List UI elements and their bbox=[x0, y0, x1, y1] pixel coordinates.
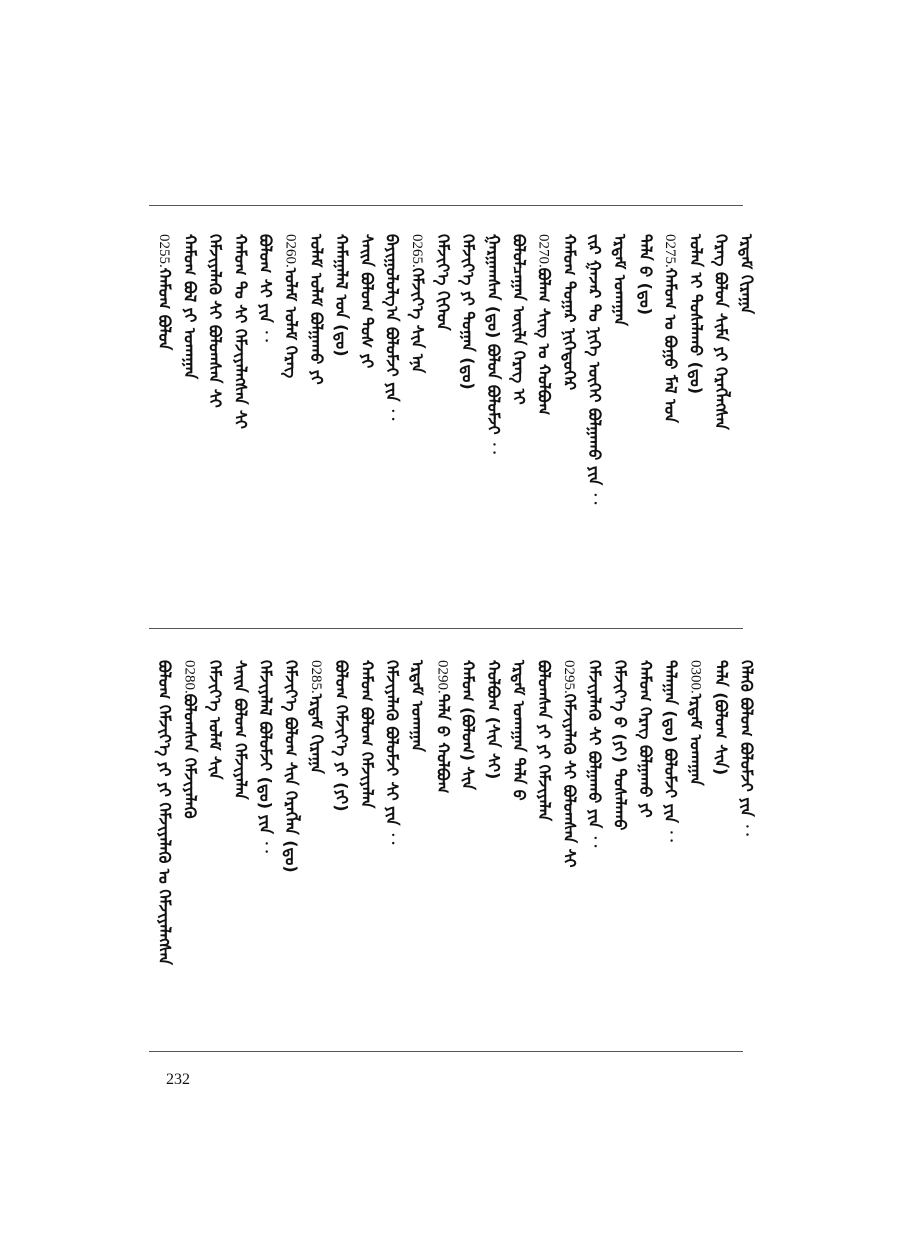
text-column bbox=[178, 660, 200, 819]
verse-line: ᠤᠯᠠᠮ ᠤᠯᠠᠮ ᠪᠣᠯᠭᠠᠬᠤ ᠶᠢ bbox=[306, 234, 326, 385]
verse-line: ᠰᠠᠢᠨ ᠪᠣᠯᠤᠭ ᠬᠡᠮᠵᠢᠶᠡᠯᠡᠨ bbox=[230, 660, 250, 800]
verse-line: ᠪᠣᠯᠤᠭᠰᠠᠨ ᠬᠡᠮᠵᠢᠶᠡᠯᠡᠬᠦ bbox=[180, 693, 200, 819]
bottom-rule bbox=[149, 1051, 743, 1052]
text-column bbox=[583, 660, 605, 850]
verse-line: ᠬᠠᠮᠤᠭ ᠪᠤᠯ ᠶᠢ ᠤᠬᠠᠭᠠᠨ bbox=[180, 234, 200, 380]
verse-line: ᠬᠠᠮᠤᠭ (ᠪᠣᠯᠤᠭ) ᠰᠢᠨ bbox=[458, 660, 478, 790]
line-number: 0260. bbox=[282, 234, 299, 268]
text-column bbox=[735, 234, 757, 314]
verse-line: ᠡᠷᠳᠡᠮ ᠤᠬᠠᠭᠠᠨ bbox=[408, 660, 428, 752]
verse-line: ᠪᠤᠯᠠᠭ ᠰᠢᠩ ᠤ ᠬᠣᠯᠪᠣᠭ bbox=[534, 267, 554, 416]
text-column bbox=[431, 234, 453, 331]
text-column bbox=[204, 660, 226, 779]
text-column bbox=[280, 234, 302, 378]
verse-line: ᠬᠡᠯᠡᠬᠦ ᠪᠣᠯᠤᠭ ᠪᠣᠯᠤᠮᠵᠢ ᠶᠢᠨ ︰ bbox=[737, 660, 756, 839]
text-column bbox=[482, 660, 504, 779]
text-column bbox=[608, 234, 630, 326]
verse-line: ᠬᠡᠮᠵᠢᠶᠡᠯᠡᠬᠦ ᠰᠢ ᠪᠣᠯᠤᠭᠰᠠᠨ ᠰᠢ bbox=[559, 693, 579, 868]
line-number: 0290. bbox=[434, 660, 451, 694]
line-number: 0280. bbox=[181, 660, 198, 694]
verse-line: ᠡᠷᠳᠡᠮ ᠤᠬᠠᠭᠠᠨ ᠲᠠᠯᠠ ᠪ bbox=[509, 660, 529, 801]
verse-line: ᠬᠡᠮᠵᠢᠶᠡᠯᠡᠬᠦ ᠪᠣᠯᠤᠮᠵᠢ ᠰᠢ ᠶᠢᠨ ︰ bbox=[382, 660, 402, 848]
verse-line: ᠲᠠᠯᠠᠭᠠᠨ (ᠳᠤ) ᠪᠣᠯᠤᠮᠵᠢ ᠶᠢᠨ ︰ bbox=[661, 660, 681, 845]
text-column bbox=[254, 234, 276, 344]
text-column bbox=[659, 660, 681, 845]
text-column bbox=[659, 234, 681, 423]
page-number: 232 bbox=[166, 1071, 190, 1088]
verse-line: ᠪᠠᠶᠢᠭᠤᠯᠤᠯᠭ᠎ᠠ ᠪᠣᠯᠤᠮᠵᠢ ᠶᠢᠨ ︰ bbox=[382, 234, 402, 424]
text-column bbox=[355, 660, 377, 808]
text-column bbox=[507, 234, 529, 405]
text-column bbox=[457, 660, 479, 790]
text-column bbox=[305, 660, 327, 774]
line-number: 0300. bbox=[687, 660, 704, 694]
text-column bbox=[533, 234, 555, 415]
line-number: 0265. bbox=[409, 234, 426, 268]
text-column bbox=[153, 660, 175, 965]
text-column bbox=[634, 660, 656, 818]
text-column bbox=[153, 234, 175, 350]
verse-line: ᠬᠣᠯᠪᠣᠭ (ᠰᠢᠨ ᠰᠢ) bbox=[483, 660, 503, 780]
verse-line: ᠲᠠᠯᠠ ᠪ (ᠳᠤ) bbox=[635, 234, 655, 316]
text-column bbox=[305, 234, 327, 385]
text-column bbox=[634, 234, 656, 315]
text-block-upper bbox=[149, 234, 756, 620]
text-column bbox=[355, 234, 377, 368]
verse-line: ᠬᠠᠮᠤᠭ ᠲᠤ ᠰᠢ ᠬᠡᠮᠵᠢᠶᠡᠯᠡᠭᠰᠡᠨ ᠰᠢ bbox=[230, 234, 250, 429]
verse-line: ᠬᠡᠮᠵᠢᠶᠡᠯᠡᠬᠦ ᠰᠢ ᠪᠣᠯᠭᠠᠬᠤ ᠶᠢᠨ ︰ bbox=[585, 660, 605, 850]
verse-line: ᠡᠷᠳᠡᠮ ᠤᠬᠠᠭᠠᠨ bbox=[610, 234, 630, 326]
text-column bbox=[684, 234, 706, 394]
verse-line: ᠣᠯᠠᠨ ᠢ ᠲᠤᠰᠠᠯᠠᠬᠤ (ᠳᠤ) bbox=[686, 234, 706, 395]
text-column bbox=[482, 234, 504, 456]
text-column bbox=[735, 660, 757, 838]
verse-line: ᠬᠡᠮᠵᠢᠶ᠎ᠡ ᠤᠯᠠᠮ ᠰᠢᠨ bbox=[205, 660, 225, 780]
text-column bbox=[457, 234, 479, 390]
verse-line: ᠪᠣᠯᠤᠭ ᠰᠢ ᠶᠢᠨ ︰ bbox=[256, 234, 276, 345]
verse-line: ᠲᠠᠯᠠ ᠪ ᠬᠣᠯᠪᠣᠭ bbox=[433, 693, 453, 794]
verse-line: ᠬᠡᠮᠵᠢᠶᠡᠯᠡᠯ ᠪᠣᠯᠤᠮᠵᠢ (ᠳᠤ) ᠶᠢᠨ ︰ bbox=[256, 660, 276, 856]
line-number: 0295. bbox=[560, 660, 577, 694]
text-column bbox=[178, 234, 200, 379]
text-column bbox=[204, 234, 226, 408]
text-block-lower bbox=[149, 660, 756, 1040]
line-number: 0255. bbox=[156, 234, 172, 268]
verse-line: ᠰᠠᠢᠨ ᠪᠤᠯᠤᠭ ᠲᠤᠰ ᠶᠢ bbox=[357, 234, 377, 369]
verse-line: ᠪᠣᠯᠤᠯᠴᠠᠭᠠᠨ ᠦᠢᠯᠡ ᠬᠡᠷᠡᠭ ᠢ bbox=[509, 234, 529, 405]
text-column bbox=[608, 660, 630, 830]
verse-line: ᠬᠡᠮᠵᠢᠶ᠎ᠡ ᠰᠢᠨ ᠡᠨᠡ bbox=[408, 267, 428, 374]
text-column bbox=[558, 660, 580, 868]
verse-line: ᠡᠷᠳᠡᠮ ᠤᠬᠠᠭᠠᠨ bbox=[686, 693, 706, 786]
text-column bbox=[406, 234, 428, 373]
verse-line: ᠬᠠᠮᠤᠭ ᠤ ᠪᠤᠭᠤ ᠮᠠᠯ ᠤᠨ bbox=[661, 267, 681, 423]
verse-line: ᠬᠠᠮᠤᠭ ᠪᠣᠯᠤᠨ bbox=[155, 267, 174, 351]
verse-line: ᠪᠣᠯᠤᠭ ᠬᠡᠮᠵᠢᠶ᠎ᠡ ᠶᠢ ᠶᠢ ᠬᠡᠮᠵᠢᠶᠡᠯᠡᠬᠦ ᠤ ᠬᠡᠮᠵᠢᠶᠡᠯᠡᠭᠰᠡᠨ bbox=[155, 660, 174, 965]
text-column bbox=[330, 234, 352, 357]
text-column bbox=[431, 660, 453, 794]
verse-line: ᠬᠠᠮᠤᠭ ᠳᠤᠭᠠᠷ ᠨᠢᠭᠡᠳᠦᠭᠡᠷ bbox=[559, 234, 579, 391]
text-column bbox=[710, 660, 732, 775]
verse-line: ᠬᠡᠮᠵᠢᠶ᠎ᠡ ᠶᠢ ᠲᠣᠭᠠᠨ (ᠳᠤ) bbox=[458, 234, 478, 390]
text-column bbox=[381, 234, 403, 423]
verse-line: ᠬᠡᠮᠵᠢᠶ᠎ᠡ ᠪ (ᠶᠢ) ᠲᠤᠰᠠᠯᠠᠬᠤ bbox=[610, 660, 630, 831]
verse-line: ᠬᠡᠮᠵᠢᠶ᠎ᠡ ᠬᠢᠭᠡᠳ bbox=[433, 234, 453, 331]
text-column bbox=[710, 234, 732, 430]
verse-line: ᠬᠠᠮᠤᠭ ᠪᠣᠯᠤᠭ ᠬᠡᠮᠵᠢᠶᠡᠯᠡᠨ bbox=[357, 660, 377, 809]
verse-line: ᠡᠷᠳᠡᠮ ᠬᠢᠷᠠᠭᠠ bbox=[306, 693, 326, 774]
text-column bbox=[254, 660, 276, 856]
line-number: 0275. bbox=[662, 234, 679, 268]
line-number: 0285. bbox=[307, 660, 324, 694]
verse-line: ᠬᠡᠮᠵᠢᠶ᠎ᠡ ᠪᠣᠯᠤᠭ ᠰᠢᠨ ᠬᠡᠷᠡᠭᠯᠡᠨ (ᠳᠤ) bbox=[281, 660, 301, 873]
top-rule bbox=[149, 205, 743, 206]
text-column bbox=[583, 234, 605, 507]
verse-line: ᠬᠡᠷᠡᠭ ᠪᠣᠯᠤᠨ ᠰᠢᠮᠡ ᠶᠢ ᠬᠡᠷᠡᠭᠯᠡᠭᠰᠡᠨ bbox=[711, 234, 731, 430]
verse-line: ᠭᠠᠷᠭᠠᠭᠰᠠᠨ (ᠳᠤ) ᠪᠣᠯᠤᠨ ᠪᠣᠯᠤᠮᠵᠢ ︰ bbox=[483, 234, 503, 457]
verse-line: ᠪᠣᠯᠤᠭ ᠬᠡᠮᠵᠢᠶ᠎ᠡ ᠶᠢ (ᠶᠢ) bbox=[332, 660, 352, 812]
verse-line: ᠬᠠᠮᠤᠭ ᠬᠡᠷᠡᠭ ᠪᠣᠯᠭᠠᠬᠤ ᠶᠢ bbox=[635, 660, 655, 818]
text-column bbox=[684, 660, 706, 786]
text-column bbox=[381, 660, 403, 847]
verse-line: ᠲᠠᠯᠠ (ᠪᠣᠯᠤᠭ ᠰᠢᠨ) bbox=[711, 660, 731, 776]
verse-line: ᠵᠢᠷ ᠭᠠᠵᠠᠷ ᠲᠤ ᠨᠢᠭᠡ ᠦᠭᠡᠢ ᠪᠣᠯᠭᠠᠬᠤ ᠶᠢᠨ ︰ bbox=[585, 234, 605, 507]
verse-line: ᠬᠠᠮᠠᠭᠠᠯᠠᠯ ᠤᠨ (ᠳᠤ) bbox=[332, 234, 352, 357]
text-column bbox=[558, 234, 580, 390]
text-column bbox=[507, 660, 529, 801]
text-column bbox=[406, 660, 428, 752]
text-column bbox=[330, 660, 352, 812]
verse-line: ᠤᠯᠠᠮ ᠤᠯᠠᠮ ᠬᠡᠷᠡᠭ bbox=[281, 267, 301, 379]
line-number: 0270. bbox=[535, 234, 552, 268]
verse-line: ᠡᠷᠳᠡᠮ ᠬᠢᠷᠠᠭᠠ bbox=[737, 234, 756, 315]
verse-line: ᠬᠡᠮᠵᠢᠶᠡᠯᠡᠬᠦ ᠰᠢ ᠪᠣᠯᠤᠭᠰᠠᠨ ᠰᠢ bbox=[205, 234, 225, 408]
middle-rule bbox=[149, 628, 743, 629]
verse-line: ᠪᠣᠯᠤᠭᠰᠠᠨ ᠶᠢ ᠶᠢ ᠬᠡᠮᠵᠢᠶᠡᠯᠡᠨ bbox=[534, 660, 554, 822]
text-column bbox=[280, 660, 302, 873]
text-column bbox=[229, 234, 251, 429]
text-column bbox=[533, 660, 555, 821]
text-column bbox=[229, 660, 251, 800]
